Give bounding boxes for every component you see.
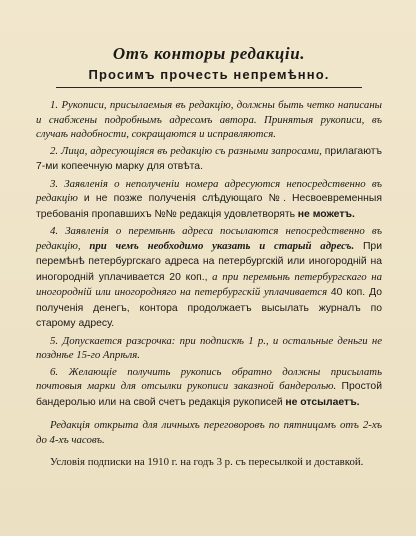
item-4: 4. Заявленія о перемѣнѣ адреса посылаются непосредственно въ редакцію, при чемъ необходимо указать и старый адресъ. При перемѣнѣ петербургскаго адреса на петербургскій или иногородній на иногородній уплачивается 20 коп., а при перемѣнѣ петербургскаго на иногородній или иногородняго на петербургскій уплачивается 40 коп. До полученія денегъ, контора продолжаетъ высылать журналъ по старому адресу. xyxy=(36,225,383,329)
item-6: 6. Желающіе получить рукопись обратно должны присылать почтовыя марки для отсылки рукописи заказной бандеролью. Простой бандеролью или на свой счетъ редакція рукописей не отсылаетъ. xyxy=(36,365,383,408)
title-rule xyxy=(56,87,362,88)
item-3: 3. Заявленія о неполученіи номера адресуются непосредственно въ редакцію и не позже полученія слѣдующаго №. Несвоевременныя требованія пропавшихъ №№ редакція удовлетворять не можетъ. xyxy=(36,177,382,220)
office-hours: Редакція открыта для личныхъ переговоровъ по пятницамъ отъ 2-хъ до 4-хъ часовъ. xyxy=(36,419,382,446)
item-2: 2. Лица, адресующіяся въ редакцію съ разными запросами, прилагаютъ 7-ми копеечную марку для отвѣта. xyxy=(36,144,383,172)
item-1: 1. Рукописи, присылаемыя въ редакцію, должны быть четко написаны и снабжены подробнымъ адресомъ автора. Принятыя рукописи, въ случаѣ надобности, сокращаются и исправляются. xyxy=(36,99,382,140)
page-subtitle: Просимъ прочесть непремѣнно. xyxy=(88,67,330,82)
page-title: Отъ конторы редакціи. xyxy=(112,44,306,63)
item-5: 5. Допускается разсрочка: при подпискѣ 1 р., и остальные деньги не позднѣе 15-го Апрѣля. xyxy=(36,334,382,361)
subscription-terms: Условія подписки на 1910 г. на годъ 3 р. съ пересылкой и доставкой. xyxy=(50,456,364,468)
